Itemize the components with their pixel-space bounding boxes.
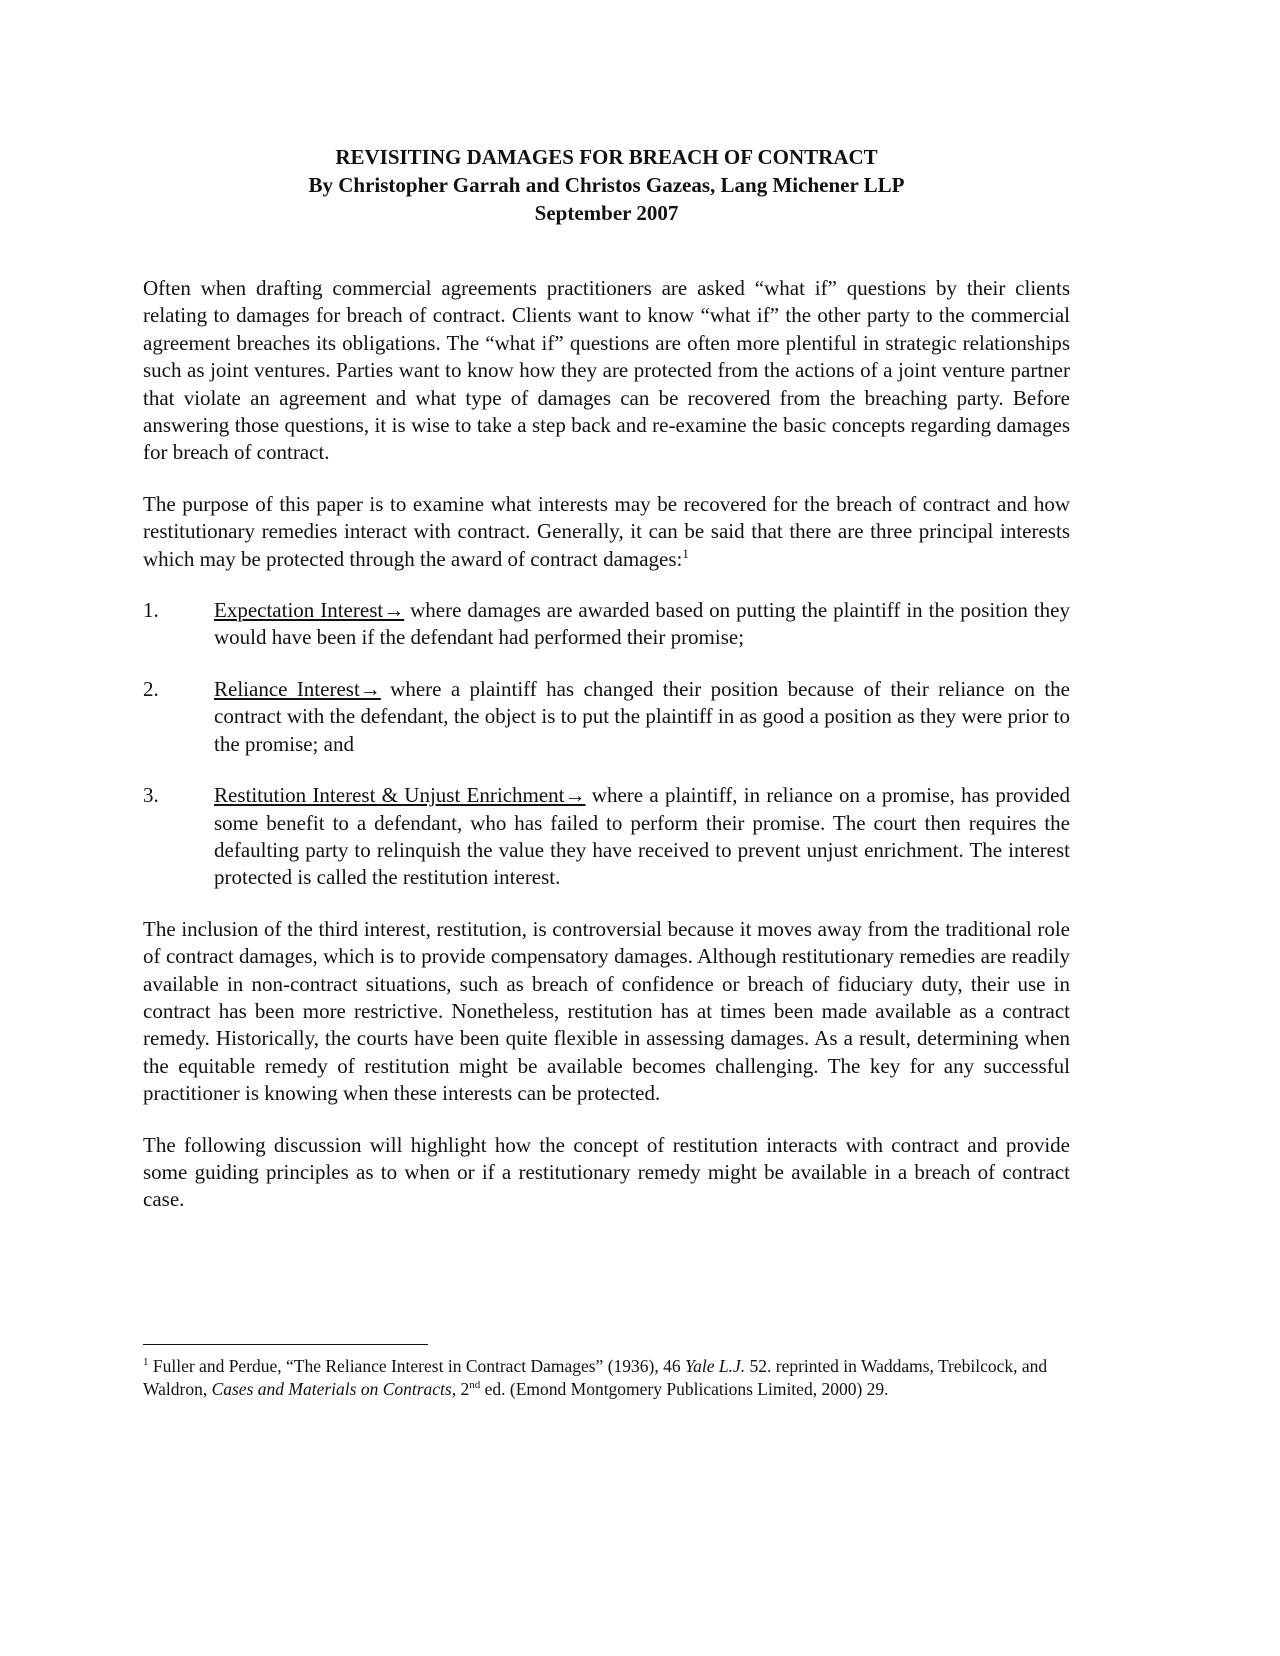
list-item-text xyxy=(214,782,1070,892)
list-term: Expectation Interest→ xyxy=(214,598,405,623)
footnote-text: Fuller and Perdue, “The Reliance Interest in Contract Damages” (1936), 46 xyxy=(148,1356,685,1376)
list-item-text xyxy=(214,676,1070,758)
list-description: where damages are awarded based on putting the plaintiff in the position they would have been if the defendant had performed their promise; xyxy=(214,598,1070,650)
list-item xyxy=(143,676,1070,758)
list-description: where a plaintiff, in reliance on a promise, has provided some benefit to a defendant, who has failed to perform their promise. The court then requires the defaulting party to relinquish the value they have received to prevent unjust enrichment. The interest protected is called the restitution interest. xyxy=(214,783,1070,890)
footnote-journal: Yale L.J. xyxy=(684,1356,746,1376)
footnote-reference[interactable]: 1 xyxy=(682,545,689,561)
list-item xyxy=(143,782,1070,892)
footnote-text: , 2 xyxy=(451,1379,470,1399)
footnote-divider xyxy=(143,1344,428,1345)
title-date: September 2007 xyxy=(534,201,679,225)
list-term: Restitution Interest & Unjust Enrichment→ xyxy=(214,783,586,808)
paragraph-restitution: The inclusion of the third interest, restitution, is controversial because it moves away from the traditional role of contract damages, which is to provide compensatory damages. Although restitutionary remedies are readily available in non-contract situations, such as breach of confidence or breach of fiduciary duty, their use in contract has been more restrictive. Nonetheless, restitution has at times been made available as a contract remedy. Historically, the courts have been quite flexible in assessing damages. As a result, determining when the equitable remedy of restitution might be available becomes challenging. The key for any successful practitioner is knowing when these interests can be protected. xyxy=(143,916,1070,1106)
footnote xyxy=(143,1355,1070,1401)
list-number: 1. xyxy=(143,598,159,623)
footnote-book-title: Cases and Materials on Contracts xyxy=(211,1379,452,1399)
list-term: Reliance Interest→ xyxy=(214,676,381,701)
paragraph-intro: Often when drafting commercial agreements practitioners are asked “what if” questions by their clients relating to damages for breach of contract. Clients want to know “what if” the other party to the commercial agreement breaches its obligations. The “what if” questions are often more plentiful in strategic relationships such as joint ventures. Parties want to know how they are protected from the actions of a joint venture partner that violate an agreement and what type of damages can be recovered from the breaching party. Before answering those questions, it is wise to take a step back and re-examine the basic concepts regarding damages for breach of contract. xyxy=(143,276,1070,465)
document-title xyxy=(143,143,1070,227)
list-item-text xyxy=(214,597,1070,652)
footnote-text: ed. (Emond Montgomery Publications Limited, 2000) 29. xyxy=(480,1379,889,1399)
title-authors: By Christopher Garrah and Christos Gazeas, Lang Michener LLP xyxy=(308,173,905,197)
paragraph-purpose-text: The purpose of this paper is to examine what interests may be recovered for the breach of contract and how restitutionary remedies interact with contract. Generally, it can be said that there are three principal interests which may be protected through the award of contract damages: xyxy=(143,491,1070,571)
footnote-text: 52. reprinted in Waddams, Trebilcock, and Waldron, xyxy=(143,1356,1048,1399)
footnote-edition-suffix: nd xyxy=(469,1379,481,1392)
paragraph-discussion: The following discussion will highlight how the concept of restitution interacts with contract and provide some guiding principles as to when or if a restitutionary remedy might be available in a breach of contract case. xyxy=(143,1132,1070,1212)
title-heading: REVISITING DAMAGES FOR BREACH OF CONTRACT xyxy=(335,145,878,169)
list-number: 2. xyxy=(143,676,159,701)
list-description: where a plaintiff has changed their position because of their reliance on the contract with the defendant, the object is to put the plaintiff in as good a position as they were prior to the promise; and xyxy=(214,676,1070,756)
list-number: 3. xyxy=(143,783,159,808)
document-page xyxy=(143,143,1070,1214)
paragraph-purpose xyxy=(143,491,1070,573)
footnote-number: 1 xyxy=(143,1356,149,1369)
list-item xyxy=(143,597,1070,652)
